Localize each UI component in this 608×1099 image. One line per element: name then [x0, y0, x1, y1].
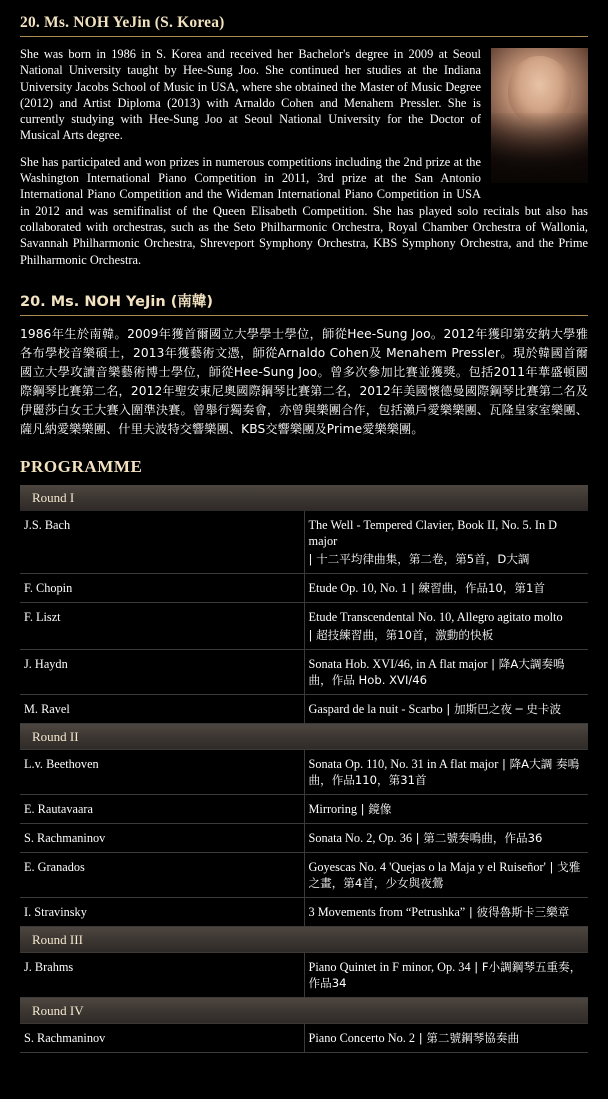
work-title-cn: | 十二平均律曲集，第二卷，第5首，D大調 — [308, 551, 530, 566]
work-title-cn: | 彼得魯斯卡三樂章 — [465, 904, 570, 919]
programme-work-row — [20, 573, 588, 602]
programme-work-row — [20, 823, 588, 852]
work-title-en: Gaspard de la nuit - Scarbo — [308, 701, 443, 716]
work-title — [304, 1024, 588, 1053]
artist-name-heading-en: 20. Ms. NOH YeJin (S. Korea) — [20, 14, 588, 37]
programme-table — [20, 485, 588, 1053]
work-title-cn: | 加斯巴之夜 ─ 史卡波 — [442, 701, 562, 716]
biography-paragraph-cn: 1986年生於南韓。2009年獲首爾國立大學學士學位，師從Hee-Sung Joo。2012年獲印第安納大學雅各布學校音樂碩士，2013年獲藝術文憑，師從Arnaldo Cohen及 Menahem Pressler。現於韓國首爾國立大學攻讀音樂藝術博士學位，師從Hee-Sung Joo。曾多次參加比賽並獲獎。包括2011年華盛頓國際鋼琴比賽第二名，2012年聖安東尼奧國際鋼琴比賽第二名，2012年美國懷德曼國際鋼琴比賽第二名及伊麗莎白女王大賽入圍準決賽。曾舉行獨奏會，亦曾與樂團合作，包括瀨戶愛樂樂團、瓦隆皇家室樂團、薩凡納愛樂樂團、什里夫波特交響樂團、KBS交響樂團及Prime愛樂樂團。 — [20, 326, 588, 436]
programme-work-row — [20, 511, 588, 574]
composer-name: M. Ravel — [20, 694, 304, 723]
work-title — [304, 573, 588, 602]
work-title — [304, 823, 588, 852]
work-title-en: Goyescas No. 4 'Quejas o la Maja y el Ruiseñor' — [308, 859, 546, 874]
programme-round-header — [20, 926, 588, 953]
composer-name: J. Brahms — [20, 953, 304, 998]
composer-name: S. Rachmaninov — [20, 1024, 304, 1053]
work-title — [304, 694, 588, 723]
composer-name: S. Rachmaninov — [20, 823, 304, 852]
work-title — [304, 602, 588, 649]
round-label: Round III — [20, 926, 588, 953]
work-title — [304, 852, 588, 897]
work-title — [304, 794, 588, 823]
round-label: Round I — [20, 485, 588, 511]
work-title-en: Piano Quintet in F minor, Op. 34 — [308, 959, 471, 974]
work-title-en: Sonata Hob. XVI/46, in A flat major — [308, 656, 488, 671]
programme-title: PROGRAMME — [20, 456, 143, 476]
programme-work-row — [20, 897, 588, 926]
work-title-en: Mirroring — [308, 801, 357, 816]
work-title-cn: | 降A大調 奏鳴曲，作品110，第31首 — [308, 756, 580, 787]
work-title-cn: | 第二號奏鳴曲，作品36 — [412, 830, 543, 845]
work-title — [304, 750, 588, 795]
programme-work-row — [20, 953, 588, 998]
work-title-en: Sonata No. 2, Op. 36 — [308, 830, 412, 845]
programme-round-header — [20, 997, 588, 1024]
programme-round-header — [20, 723, 588, 750]
composer-name: E. Rautavaara — [20, 794, 304, 823]
biography-paragraph-2: She has participated and won prizes in numerous competitions including the 2nd prize at the Washington International Piano Competition in 2011, 3rd prize at the San Antonio International Piano Competition and the Wideman International Piano Competition in USA in 2012 and was semifinalist of the Queen Elisabeth Competition. She has played solo recitals but also has collaborated with orchestras, such as the Seto Philharmonic Orchestra, Royal Chamber Orchestra of Wallonia, Savannah Philharmonic Orchestra, Shreveport Symphony Orchestra, KBS Symphony Orchestra, and the Prime Philharmonic Orchestra. — [20, 154, 588, 267]
work-title — [304, 649, 588, 694]
composer-name: E. Granados — [20, 852, 304, 897]
biography-paragraph-1: She was born in 1986 in S. Korea and received her Bachelor's degree in 2009 at Seoul National University taught by Hee-Sung Joo. She continued her studies at the Indiana University Jacobs School of Music in USA, where she obtained the Master of Music Degree (2012) and Artist Diploma (2013) with Arnaldo Cohen and Menahem Pressler. She is currently studying with Hee-Sung Joo at Seoul National University for the Doctor of Musical Arts degree. — [20, 47, 481, 143]
work-title-cn: | 練習曲，作品10，第1首 — [407, 580, 545, 595]
programme-work-row — [20, 750, 588, 795]
composer-name: L.v. Beethoven — [20, 750, 304, 795]
artist-name-heading-cn: 20. Ms. NOH YeJin (南韓) — [20, 290, 588, 316]
work-title-cn: | F小調鋼琴五重奏，作品34 — [308, 959, 582, 990]
work-title — [304, 511, 588, 574]
composer-name: F. Chopin — [20, 573, 304, 602]
composer-name: J. Haydn — [20, 649, 304, 694]
programme-work-row — [20, 852, 588, 897]
work-title-cn: | 戈雅之畫，第4首，少女與夜鶯 — [308, 859, 581, 890]
work-title-en: The Well - Tempered Clavier, Book II, No. 5. In D major — [308, 517, 558, 548]
biography-block-en — [20, 46, 588, 278]
work-title-en: Piano Concerto No. 2 — [308, 1030, 416, 1045]
programme-work-row — [20, 794, 588, 823]
programme-work-row — [20, 649, 588, 694]
artist-portrait-photo — [491, 48, 588, 183]
work-title-en: Sonata Op. 110, No. 31 in A flat major — [308, 756, 499, 771]
work-title — [304, 953, 588, 998]
work-title — [304, 897, 588, 926]
programme-work-row — [20, 602, 588, 649]
programme-round-header — [20, 485, 588, 511]
composer-name: I. Stravinsky — [20, 897, 304, 926]
composer-name: F. Liszt — [20, 602, 304, 649]
work-title-cn: | 超技練習曲，第10首，激動的快板 — [308, 627, 494, 642]
work-title-cn: | 降A大調奏鳴曲，作品 Hob. XVI/46 — [308, 656, 565, 687]
programme-work-row — [20, 694, 588, 723]
round-label: Round II — [20, 723, 588, 750]
programme-work-row — [20, 1024, 588, 1053]
work-title-cn: | 鏡像 — [357, 801, 392, 816]
programme-table-body — [20, 485, 588, 1053]
round-label: Round IV — [20, 997, 588, 1024]
work-title-en: Etude Op. 10, No. 1 — [308, 580, 408, 595]
work-title-en: Etude Transcendental No. 10, Allegro agitato molto — [308, 609, 563, 624]
work-title-en: 3 Movements from “Petrushka” — [308, 904, 466, 919]
composer-name: J.S. Bach — [20, 511, 304, 574]
work-title-cn: | 第二號鋼琴協奏曲 — [415, 1030, 520, 1045]
